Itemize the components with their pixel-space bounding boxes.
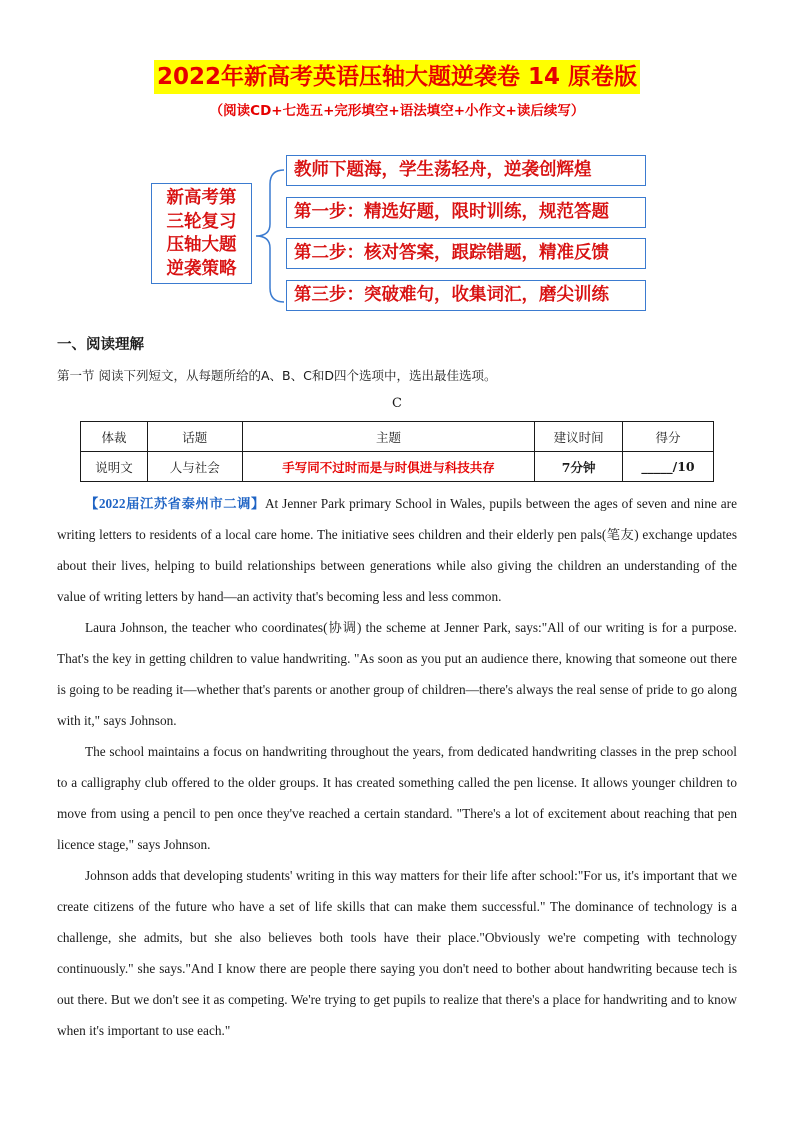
time-cell: 7分钟 [535,452,623,482]
strategy-label-box [151,183,252,284]
reading-passage [57,488,737,1046]
table-header-cell: 得分 [623,422,714,452]
theme-cell: 手写同不过时而是与时俱进与科技共存 [242,452,534,482]
section-instruction: 第一节 阅读下列短文，从每题所给的A、B、C和D四个选项中，选出最佳选项。 [57,368,497,383]
strategy-label-line: 压轴大题 [166,235,237,255]
table-header-row [81,422,714,452]
page-subtitle: （阅读CD+七选五+完形填空+语法填空+小作文+读后续写） [209,103,585,119]
passage-paragraph: The school maintains a focus on handwriting throughout the years, from dedicated handwriting classes in the prep school to a calligraphy club offered to the older groups. It has created something called the pen license. It allows younger children to move from using a pencil to pen once they've reached a certain standard. "There's a lot of excitement about reaching that pen licence stage," says Johnson. [57,744,737,852]
passage-paragraph: Johnson adds that developing students' writing in this way matters for their life after school:"For us, it's important that we create citizens of the future who have a set of life skills that can make them successful." The dominance of technology is a challenge, she admits, but she also believes both tools have their place."Obviously we're competing with technology continuously." she says."And I know there are people there saying you don't need to bother about handwriting because tech is out there. But we don't see it as competing. We're trying to get pupils to realize that there's a place for handwriting and to know when it's important to use each." [57,868,737,1038]
table-header-cell: 主题 [242,422,534,452]
strategy-step: 教师下题海，学生荡轻舟，逆袭创辉煌 [286,155,646,186]
strategy-label-line: 三轮复习 [166,211,237,232]
genre-cell: 说明文 [81,452,148,482]
table-header-cell: 体裁 [81,422,148,452]
topic-category-cell: 人与社会 [147,452,242,482]
curly-brace-icon [252,168,286,304]
table-row [81,452,714,482]
info-table [80,421,714,482]
passage-letter: C [392,396,402,411]
score-cell: _____/10 [623,452,714,482]
strategy-step: 第三步：突破难句，收集词汇，磨尖训练 [286,280,646,311]
strategy-label-line: 新高考第 [166,188,237,208]
table-header-cell: 建议时间 [535,422,623,452]
page-title: 2022年新高考英语压轴大题逆袭卷 14 原卷版 [154,60,640,94]
section-title: 一、阅读理解 [57,337,144,353]
table-header-cell: 话题 [147,422,242,452]
passage-paragraph [57,488,737,612]
passage-paragraph: Laura Johnson, the teacher who coordinates(协调) the scheme at Jenner Park, says:"All of our writing is for a purpose. That's the key in getting children to value handwriting. "As soon as you put an audience there, knowing that someone out there is going to be reading it—whether that's parents or another group of children—there's always the real sense of pride to go along with it," says Johnson. [57,620,737,728]
strategy-step: 第二步：核对答案，跟踪错题，精准反馈 [286,238,646,269]
strategy-step: 第一步：精选好题，限时训练，规范答题 [286,197,646,228]
strategy-label-line: 逆袭策略 [166,258,237,279]
title-wrap [0,60,794,94]
paragraph-text: At Jenner Park primary School in Wales, pupils between the ages of seven and nine are writing letters to residents of a local care home. The initiative sees children and their elderly pen pals(笔友) exchange updates about their lives, helping to build relationships between generations while also giving the children an understanding of the value of writing letters by hand—an activity that's becoming less and less common. [57,496,738,604]
passage-source: 【2022届江苏省泰州市二调】 [85,496,265,511]
